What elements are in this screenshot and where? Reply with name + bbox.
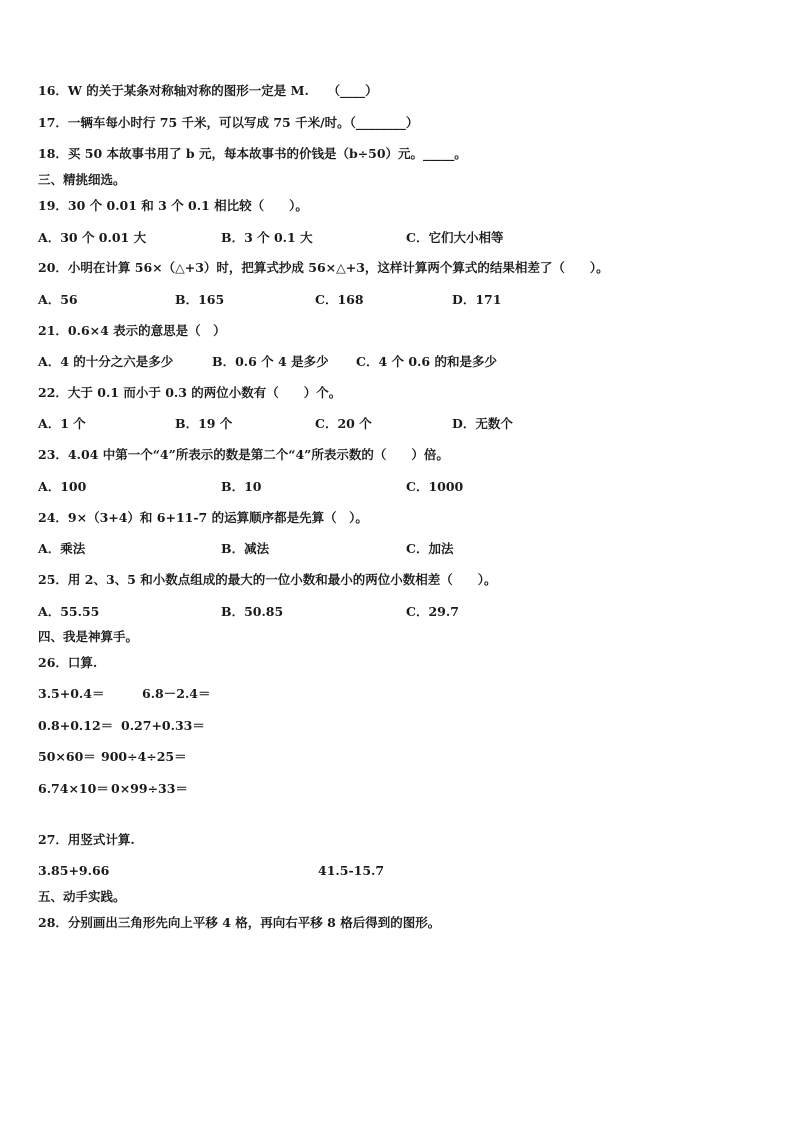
question-25: 25．用 2、3、5 和小数点组成的最大的一位小数和最小的两位小数相差（ ）。 bbox=[38, 572, 497, 587]
q25-option-a: A．55.55 bbox=[38, 604, 100, 619]
oral-calc-3: 0.8+0.12＝ bbox=[38, 718, 114, 733]
q22-option-c: C．20 个 bbox=[315, 416, 372, 431]
oral-calc-5: 50×60＝ bbox=[38, 749, 96, 764]
question-22: 22．大于 0.1 而小于 0.3 的两位小数有（ ）个。 bbox=[38, 385, 342, 400]
question-18: 18．买 50 本故事书用了 b 元，每本故事书的价钱是（b÷50）元。_____。 bbox=[38, 146, 467, 161]
question-27: 27．用竖式计算. bbox=[38, 832, 135, 847]
q20-option-c: C．168 bbox=[315, 292, 364, 307]
oral-calc-4: 0.27+0.33＝ bbox=[121, 718, 205, 733]
question-16: 16．W 的关于某条对称轴对称的图形一定是 M. （____） bbox=[38, 83, 378, 98]
q24-option-a: A．乘法 bbox=[38, 541, 86, 556]
q22-option-d: D．无数个 bbox=[452, 416, 513, 431]
q19-option-b: B．3 个 0.1 大 bbox=[221, 230, 313, 245]
q20-option-b: B．165 bbox=[175, 292, 225, 307]
oral-calc-7: 6.74×10＝ bbox=[38, 781, 109, 796]
q23-option-a: A．100 bbox=[38, 479, 87, 494]
q23-option-b: B．10 bbox=[221, 479, 262, 494]
question-23: 23．4.04 中第一个“4”所表示的数是第二个“4”所表示数的（ ）倍。 bbox=[38, 447, 449, 462]
q25-option-b: B．50.85 bbox=[221, 604, 284, 619]
q21-option-c: C．4 个 0.6 的和是多少 bbox=[356, 354, 497, 369]
q21-option-b: B．0.6 个 4 是多少 bbox=[212, 354, 329, 369]
oral-calc-1: 3.5+0.4＝ bbox=[38, 686, 105, 701]
q20-option-d: D．171 bbox=[452, 292, 502, 307]
q22-option-a: A．1 个 bbox=[38, 416, 86, 431]
question-21: 21．0.6×4 表示的意思是（ ） bbox=[38, 323, 226, 338]
q24-option-b: B．减法 bbox=[221, 541, 270, 556]
question-20: 20．小明在计算 56×（△+3）时，把算式抄成 56×△+3，这样计算两个算式的结果相差了（ ）。 bbox=[38, 260, 609, 275]
oral-calc-2: 6.8－2.4＝ bbox=[142, 686, 211, 701]
q23-option-c: C．1000 bbox=[406, 479, 464, 494]
oral-calc-8: 0×99÷33＝ bbox=[111, 781, 188, 796]
question-26: 26．口算. bbox=[38, 655, 98, 670]
question-19: 19．30 个 0.01 和 3 个 0.1 相比较（ ）。 bbox=[38, 198, 308, 213]
q25-option-c: C．29.7 bbox=[406, 604, 459, 619]
vertical-calc-2: 41.5-15.7 bbox=[318, 863, 385, 878]
question-17: 17．一辆车每小时行 75 千米，可以写成 75 千米/时。（________） bbox=[38, 115, 419, 130]
q22-option-b: B．19 个 bbox=[175, 416, 233, 431]
question-28: 28．分别画出三角形先向上平移 4 格，再向右平移 8 格后得到的图形。 bbox=[38, 915, 441, 930]
q19-option-a: A．30 个 0.01 大 bbox=[38, 230, 147, 245]
oral-calc-6: 900÷4÷25＝ bbox=[101, 749, 187, 764]
section-3-heading: 三、精挑细选。 bbox=[38, 172, 126, 187]
q21-option-a: A．4 的十分之六是多少 bbox=[38, 354, 174, 369]
q20-option-a: A．56 bbox=[38, 292, 78, 307]
q24-option-c: C．加法 bbox=[406, 541, 454, 556]
section-5-heading: 五、动手实践。 bbox=[38, 889, 126, 904]
question-24: 24．9×（3+4）和 6+11-7 的运算顺序都是先算（ ）。 bbox=[38, 510, 368, 525]
vertical-calc-1: 3.85+9.66 bbox=[38, 863, 110, 878]
q19-option-c: C．它们大小相等 bbox=[406, 230, 504, 245]
section-4-heading: 四、我是神算手。 bbox=[38, 629, 139, 644]
